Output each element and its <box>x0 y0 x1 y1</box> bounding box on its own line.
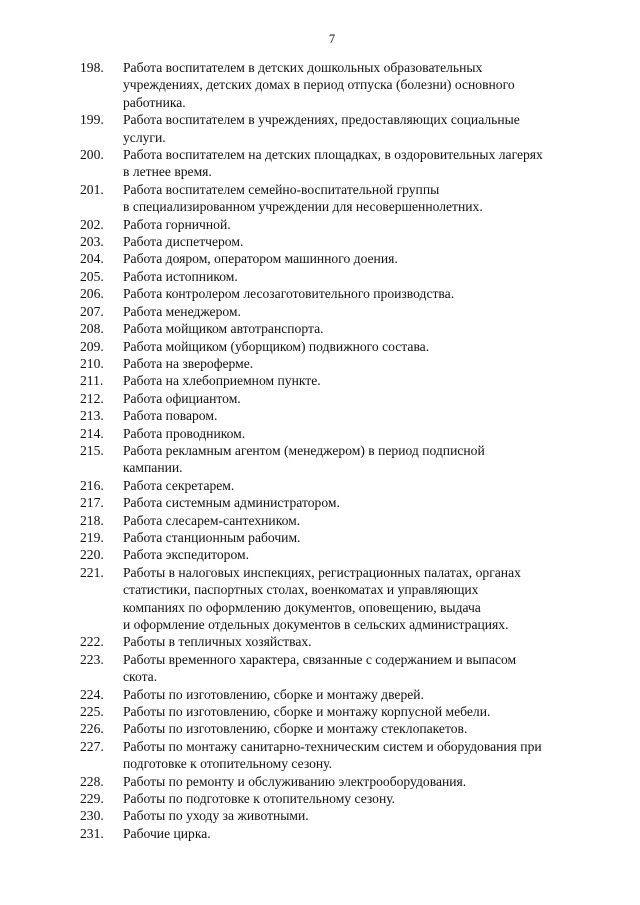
item-number: 230. <box>80 808 104 824</box>
item-number: 216. <box>80 477 104 493</box>
item-number: 229. <box>80 791 104 807</box>
item-number: 212. <box>80 390 104 406</box>
item-text: Работа слесарем-сантехником. <box>123 512 301 528</box>
list-item <box>80 181 592 216</box>
item-number: 211. <box>80 373 104 389</box>
item-text: Работы временного характера, связанные с содержанием и выпасом скота. <box>123 651 517 685</box>
item-text: Работа экспедитором. <box>123 547 250 563</box>
item-text: Работа контролером лесозаготовительного производства. <box>123 286 455 302</box>
item-text: Работы по изготовлению, сборке и монтажу дверей. <box>123 686 424 702</box>
item-number: 199. <box>80 112 104 128</box>
list-item <box>80 233 592 250</box>
list-item <box>80 111 592 146</box>
item-text: Работа станционным рабочим. <box>123 529 301 545</box>
item-text: Работа на звероферме. <box>123 355 254 371</box>
item-text: Работа мойщиком автотранспорта. <box>123 321 324 337</box>
item-text: Работа воспитателем семейно-воспитательной группы в специализированном учреждении для несовершеннолетних. <box>123 181 483 215</box>
item-number: 220. <box>80 547 104 563</box>
list-item <box>80 773 592 790</box>
item-text: Работа на хлебоприемном пункте. <box>123 373 321 389</box>
item-number: 225. <box>80 704 104 720</box>
page-number: 7 <box>328 32 336 46</box>
item-number: 204. <box>80 251 104 267</box>
item-text: Работы по уходу за животными. <box>123 808 309 824</box>
list-item <box>80 250 592 267</box>
list-item <box>80 407 592 424</box>
item-text: Работы по подготовке к отопительному сезону. <box>123 791 396 807</box>
item-number: 208. <box>80 321 104 337</box>
item-text: Работа горничной. <box>123 216 231 232</box>
item-text: Работа истопником. <box>123 268 238 284</box>
item-number: 219. <box>80 529 104 545</box>
item-number: 223. <box>80 651 104 667</box>
item-text: Работа поваром. <box>123 408 218 424</box>
item-text: Рабочие цирка. <box>123 825 211 841</box>
item-number: 213. <box>80 408 104 424</box>
item-number: 201. <box>80 181 104 197</box>
list-item <box>80 442 592 477</box>
item-text: Работа воспитателем в детских дошкольных образовательных учреждениях, детских домах в период отпуска (болезни) основного работника. <box>123 60 515 110</box>
item-text: Работа секретарем. <box>123 477 235 493</box>
list-item <box>80 303 592 320</box>
item-text: Работы по ремонту и обслуживанию электрооборудования. <box>123 773 467 789</box>
list-item <box>80 268 592 285</box>
item-text: Работа дояром, оператором машинного доения. <box>123 251 398 267</box>
item-text: Работа системным администратором. <box>123 495 340 511</box>
list-item <box>80 651 592 686</box>
numbered-item-list <box>80 59 592 842</box>
list-item <box>80 494 592 511</box>
item-text: Работа официантом. <box>123 390 241 406</box>
item-text: Работы по изготовлению, сборке и монтажу корпусной мебели. <box>123 704 491 720</box>
list-item <box>80 790 592 807</box>
item-number: 218. <box>80 512 104 528</box>
item-number: 226. <box>80 721 104 737</box>
item-text: Работы в тепличных хозяйствах. <box>123 634 312 650</box>
list-item <box>80 720 592 737</box>
item-number: 214. <box>80 425 104 441</box>
item-number: 222. <box>80 634 104 650</box>
list-item <box>80 59 592 111</box>
list-item <box>80 216 592 233</box>
list-item <box>80 703 592 720</box>
list-item <box>80 546 592 563</box>
list-item <box>80 738 592 773</box>
item-number: 198. <box>80 60 104 75</box>
item-number: 227. <box>80 738 104 754</box>
list-item <box>80 825 592 842</box>
list-item <box>80 320 592 337</box>
list-item <box>80 686 592 703</box>
item-number: 206. <box>80 286 104 302</box>
item-number: 217. <box>80 495 104 511</box>
item-number: 210. <box>80 355 104 371</box>
list-item <box>80 146 592 181</box>
list-item <box>80 529 592 546</box>
list-item <box>80 807 592 824</box>
item-text: Работы по изготовлению, сборке и монтажу стеклопакетов. <box>123 721 468 737</box>
item-text: Работа диспетчером. <box>123 234 244 250</box>
item-number: 215. <box>80 442 104 458</box>
item-text: Работа мойщиком (уборщиком) подвижного состава. <box>123 338 430 354</box>
item-text: Работы в налоговых инспекциях, регистрационных палатах, органах статистики, паспортных столах, военкоматах и управляющих компаниях по оформлению документов, оповещению, выдача и оформление отдельных документов в сельских администрациях. <box>123 564 521 632</box>
list-item <box>80 338 592 355</box>
list-item <box>80 425 592 442</box>
list-item <box>80 512 592 529</box>
list-item <box>80 477 592 494</box>
item-text: Работа менеджером. <box>123 303 241 319</box>
list-item <box>80 355 592 372</box>
item-number: 224. <box>80 686 104 702</box>
item-text: Работа проводником. <box>123 425 246 441</box>
item-number: 205. <box>80 268 104 284</box>
item-number: 202. <box>80 216 104 232</box>
item-text: Работа воспитателем в учреждениях, предоставляющих социальные услуги. <box>123 112 520 145</box>
list-item <box>80 564 592 634</box>
list-item <box>80 372 592 389</box>
item-text: Работа рекламным агентом (менеджером) в период подписной кампании. <box>123 442 485 476</box>
item-text: Работы по монтажу санитарно-техническим систем и оборудования при подготовке к отопительному сезону. <box>123 738 542 772</box>
item-number: 203. <box>80 234 104 250</box>
item-number: 221. <box>80 564 104 580</box>
item-text: Работа воспитателем на детских площадках, в оздоровительных лагерях в летнее время. <box>123 147 543 180</box>
item-number: 231. <box>80 825 104 841</box>
list-item <box>80 633 592 650</box>
item-number: 228. <box>80 773 104 789</box>
item-number: 200. <box>80 147 104 163</box>
item-number: 209. <box>80 338 104 354</box>
list-item <box>80 390 592 407</box>
item-number: 207. <box>80 303 104 319</box>
list-item <box>80 285 592 302</box>
